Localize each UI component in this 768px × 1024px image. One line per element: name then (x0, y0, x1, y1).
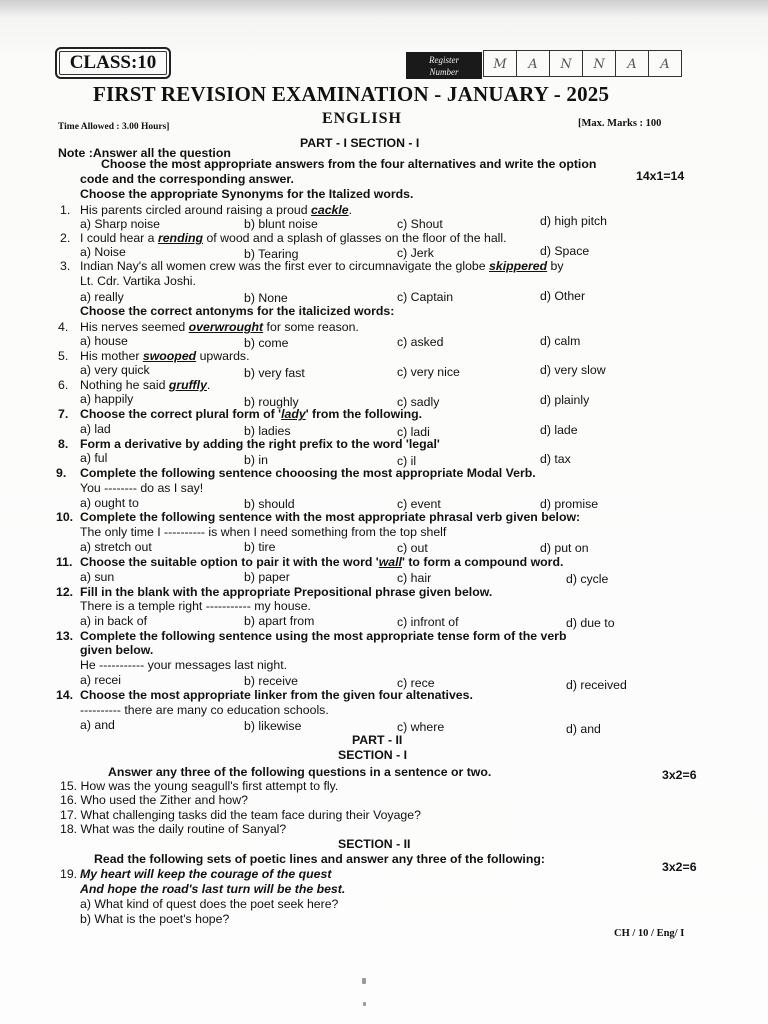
register-number-boxes (484, 50, 682, 77)
question-4 (80, 320, 359, 334)
question-8: Form a derivative by adding the right prefix to the word 'legal' (80, 437, 440, 451)
question-12-line2: There is a temple right ----------- my house. (80, 599, 311, 613)
option-b: b) likewise (244, 719, 302, 733)
question-text: . (348, 203, 353, 217)
italic-word: skippered (489, 259, 548, 273)
option-b: b) tire (244, 540, 276, 554)
option-c: c) Shout (397, 217, 443, 231)
option-c: c) sadly (397, 395, 440, 409)
question-text: for some reason. (263, 320, 359, 334)
part2-section1-instruction: Answer any three of the following questions in a sentence or two. (108, 765, 492, 779)
option-a: a) happily (80, 392, 134, 406)
option-c: c) asked (397, 335, 444, 349)
italic-word: lady (281, 407, 306, 421)
question-18: 18. What was the daily routine of Sanyal? (60, 822, 287, 836)
option-a: a) stretch out (80, 540, 152, 554)
option-c: c) hair (397, 571, 432, 585)
question-14: Choose the most appropriate linker from the given four altenatives. (80, 688, 473, 702)
question-7 (80, 407, 422, 421)
question-text: His nerves seemed (80, 320, 189, 334)
italic-word: cackle (311, 203, 349, 217)
option-b: b) None (244, 291, 288, 305)
question-11 (80, 555, 563, 569)
register-number-label (406, 52, 482, 79)
option-c: c) where (397, 720, 445, 734)
question-text: Choose the suitable option to pair it with the word ' (80, 555, 379, 569)
question-number: 14. (56, 688, 74, 702)
part-section-heading: PART - I SECTION - I (300, 136, 420, 150)
option-a: a) ought to (80, 496, 139, 510)
register-cell: N (549, 50, 583, 77)
option-d: d) lade (540, 423, 578, 437)
synonyms-heading: Choose the appropriate Synonyms for the Italized words. (80, 187, 414, 201)
option-c: c) Jerk (397, 246, 434, 260)
exam-title: FIRST REVISION EXAMINATION - JANUARY - 2025 (93, 82, 610, 106)
italic-word: rending (157, 231, 204, 245)
option-c: c) rece (397, 676, 435, 690)
question-number: 3. (60, 259, 71, 273)
poem-line-1: My heart will keep the courage of the quest (80, 867, 332, 881)
part2-section2-instruction: Read the following sets of poetic lines and answer any three of the following: (94, 852, 545, 866)
question-number: 8. (58, 437, 69, 451)
option-d: d) received (566, 678, 627, 692)
question-6 (80, 378, 210, 392)
question-14-line2: ---------- there are many co education schools. (80, 703, 329, 717)
question-number: 11. (56, 555, 73, 569)
max-marks: [Max. Marks : 100 (578, 118, 662, 129)
register-cell: A (615, 50, 649, 77)
option-a: a) ful (80, 451, 108, 465)
question-19a: a) What kind of quest does the poet seek here? (80, 897, 339, 911)
part2-section1-heading: SECTION - I (338, 748, 408, 762)
option-a: a) lad (80, 422, 111, 436)
question-number: 7. (58, 407, 69, 421)
question-number: 9. (56, 466, 67, 480)
subject-title: ENGLISH (322, 110, 402, 127)
paper-speck (363, 1002, 366, 1006)
option-b: b) receive (244, 674, 298, 688)
option-d: d) very slow (540, 363, 606, 377)
part2-heading: PART - II (352, 733, 403, 747)
question-text: upwards. (196, 349, 250, 363)
option-c: c) ladi (397, 425, 430, 439)
italic-word: wall (378, 555, 402, 569)
option-d: d) promise (540, 497, 599, 511)
time-allowed: Time Allowed : 3.00 Hours] (58, 122, 170, 132)
question-3 (80, 259, 564, 273)
option-a: a) house (80, 334, 128, 348)
option-b: b) blunt noise (244, 217, 318, 231)
register-cell: A (516, 50, 550, 77)
option-b: b) come (244, 336, 289, 350)
part1-instruction-line2: code and the corresponding answer. (80, 172, 294, 186)
register-label-line1: Register (429, 55, 459, 65)
question-number: 4. (58, 320, 69, 334)
option-d: d) Space (540, 244, 590, 258)
option-d: d) Other (540, 289, 586, 303)
option-a: a) and (80, 718, 115, 732)
question-number: 12. (56, 585, 74, 599)
option-d: d) calm (540, 334, 581, 348)
register-cell: M (483, 50, 517, 77)
question-2 (80, 231, 507, 245)
option-c: c) infront of (397, 615, 459, 629)
option-a: a) Noise (80, 245, 126, 259)
option-b: b) very fast (244, 366, 305, 380)
option-a: a) recei (80, 673, 122, 687)
option-d: d) and (566, 722, 601, 736)
option-a: a) Sharp noise (80, 217, 160, 231)
question-text: ' to form a compound word. (401, 555, 564, 569)
question-15: 15. How was the young seagull's first attempt to fly. (60, 779, 339, 793)
question-number: 13. (56, 629, 74, 643)
question-text: I could hear a (80, 231, 158, 245)
option-c: c) out (397, 541, 428, 555)
option-d: d) high pitch (540, 214, 607, 228)
question-19b: b) What is the poet's hope? (80, 912, 230, 926)
option-b: b) should (244, 497, 295, 511)
question-17: 17. What challenging tasks did the team face during their Voyage? (60, 808, 421, 822)
question-13-line2: given below. (80, 643, 154, 657)
class-label: CLASS:10 (55, 47, 171, 79)
part1-instruction-line1: Choose the most appropriate answers from the four alternatives and write the option (101, 157, 597, 171)
question-text: Choose the correct plural form of ' (80, 407, 282, 421)
option-c: c) il (397, 454, 417, 468)
italic-word: gruffly (168, 378, 207, 392)
option-c: c) very nice (397, 365, 460, 379)
question-1 (80, 203, 352, 217)
option-c: c) event (397, 497, 441, 511)
register-cell: A (648, 50, 682, 77)
question-number: 10. (56, 510, 74, 524)
option-b: b) Tearing (244, 247, 299, 261)
question-text: . (206, 378, 211, 392)
question-text: of wood and a splash of glasses on the floor of the hall. (203, 231, 507, 245)
option-d: d) plainly (540, 393, 590, 407)
option-b: b) apart from (244, 614, 315, 628)
option-a: a) very quick (80, 363, 150, 377)
question-text: Indian Nay's all women crew was the first ever to circumnavigate the globe (80, 259, 490, 273)
question-text: His mother (80, 349, 143, 363)
question-16: 16. Who used the Zither and how? (60, 793, 248, 807)
option-b: b) in (244, 453, 268, 467)
option-c: c) Captain (397, 290, 454, 304)
question-number: 6. (58, 378, 69, 392)
question-number: 2. (60, 231, 71, 245)
antonyms-heading: Choose the correct antonyms for the italicized words: (80, 304, 395, 318)
question-number: 1. (60, 203, 71, 217)
question-13: Complete the following sentence using the most appropriate tense form of the verb (80, 629, 567, 643)
option-a: a) really (80, 290, 124, 304)
question-10: Complete the following sentence with the most appropriate phrasal verb given below: (80, 510, 581, 524)
question-13-line3: He ----------- your messages last night. (80, 658, 288, 672)
option-b: b) ladies (244, 424, 291, 438)
option-a: a) in back of (80, 614, 147, 628)
register-label-line2: Number (429, 67, 459, 77)
option-d: d) put on (540, 541, 589, 555)
italic-word: swooped (142, 349, 197, 363)
option-a: a) sun (80, 570, 115, 584)
question-9-line2: You -------- do as I say! (80, 481, 204, 495)
part2-section1-marks: 3x2=6 (662, 768, 697, 782)
poem-line-2: And hope the road's last turn will be the best. (80, 882, 346, 896)
question-3-line2: Lt. Cdr. Vartika Joshi. (80, 274, 196, 288)
question-12: Fill in the blank with the appropriate Prepositional phrase given below. (80, 585, 493, 599)
question-text: by (547, 259, 564, 273)
question-number: 19. (60, 867, 78, 881)
part2-section2-marks: 3x2=6 (662, 860, 697, 874)
question-text: His parents circled around raising a proud (80, 203, 312, 217)
italic-word: overwrought (188, 320, 264, 334)
option-d: d) cycle (566, 572, 609, 586)
option-d: d) tax (540, 452, 571, 466)
part1-marks: 14x1=14 (636, 169, 685, 183)
option-b: b) roughly (244, 395, 299, 409)
option-b: b) paper (244, 570, 290, 584)
paper-speck (362, 978, 366, 984)
option-d: d) due to (566, 616, 615, 630)
question-10-line2: The only time I ---------- is when I need something from the top shelf (80, 525, 447, 539)
question-number: 5. (58, 349, 69, 363)
page-code: CH / 10 / Eng/ I (614, 928, 685, 939)
question-5 (80, 349, 250, 363)
part2-section2-heading: SECTION - II (338, 837, 411, 851)
question-9: Complete the following sentence chooosing the most appropriate Modal Verb. (80, 466, 536, 480)
note-text: Note :Answer all the question (58, 146, 231, 160)
question-text: Nothing he said (80, 378, 169, 392)
question-text: ' from the following. (305, 407, 423, 421)
register-cell: N (582, 50, 616, 77)
